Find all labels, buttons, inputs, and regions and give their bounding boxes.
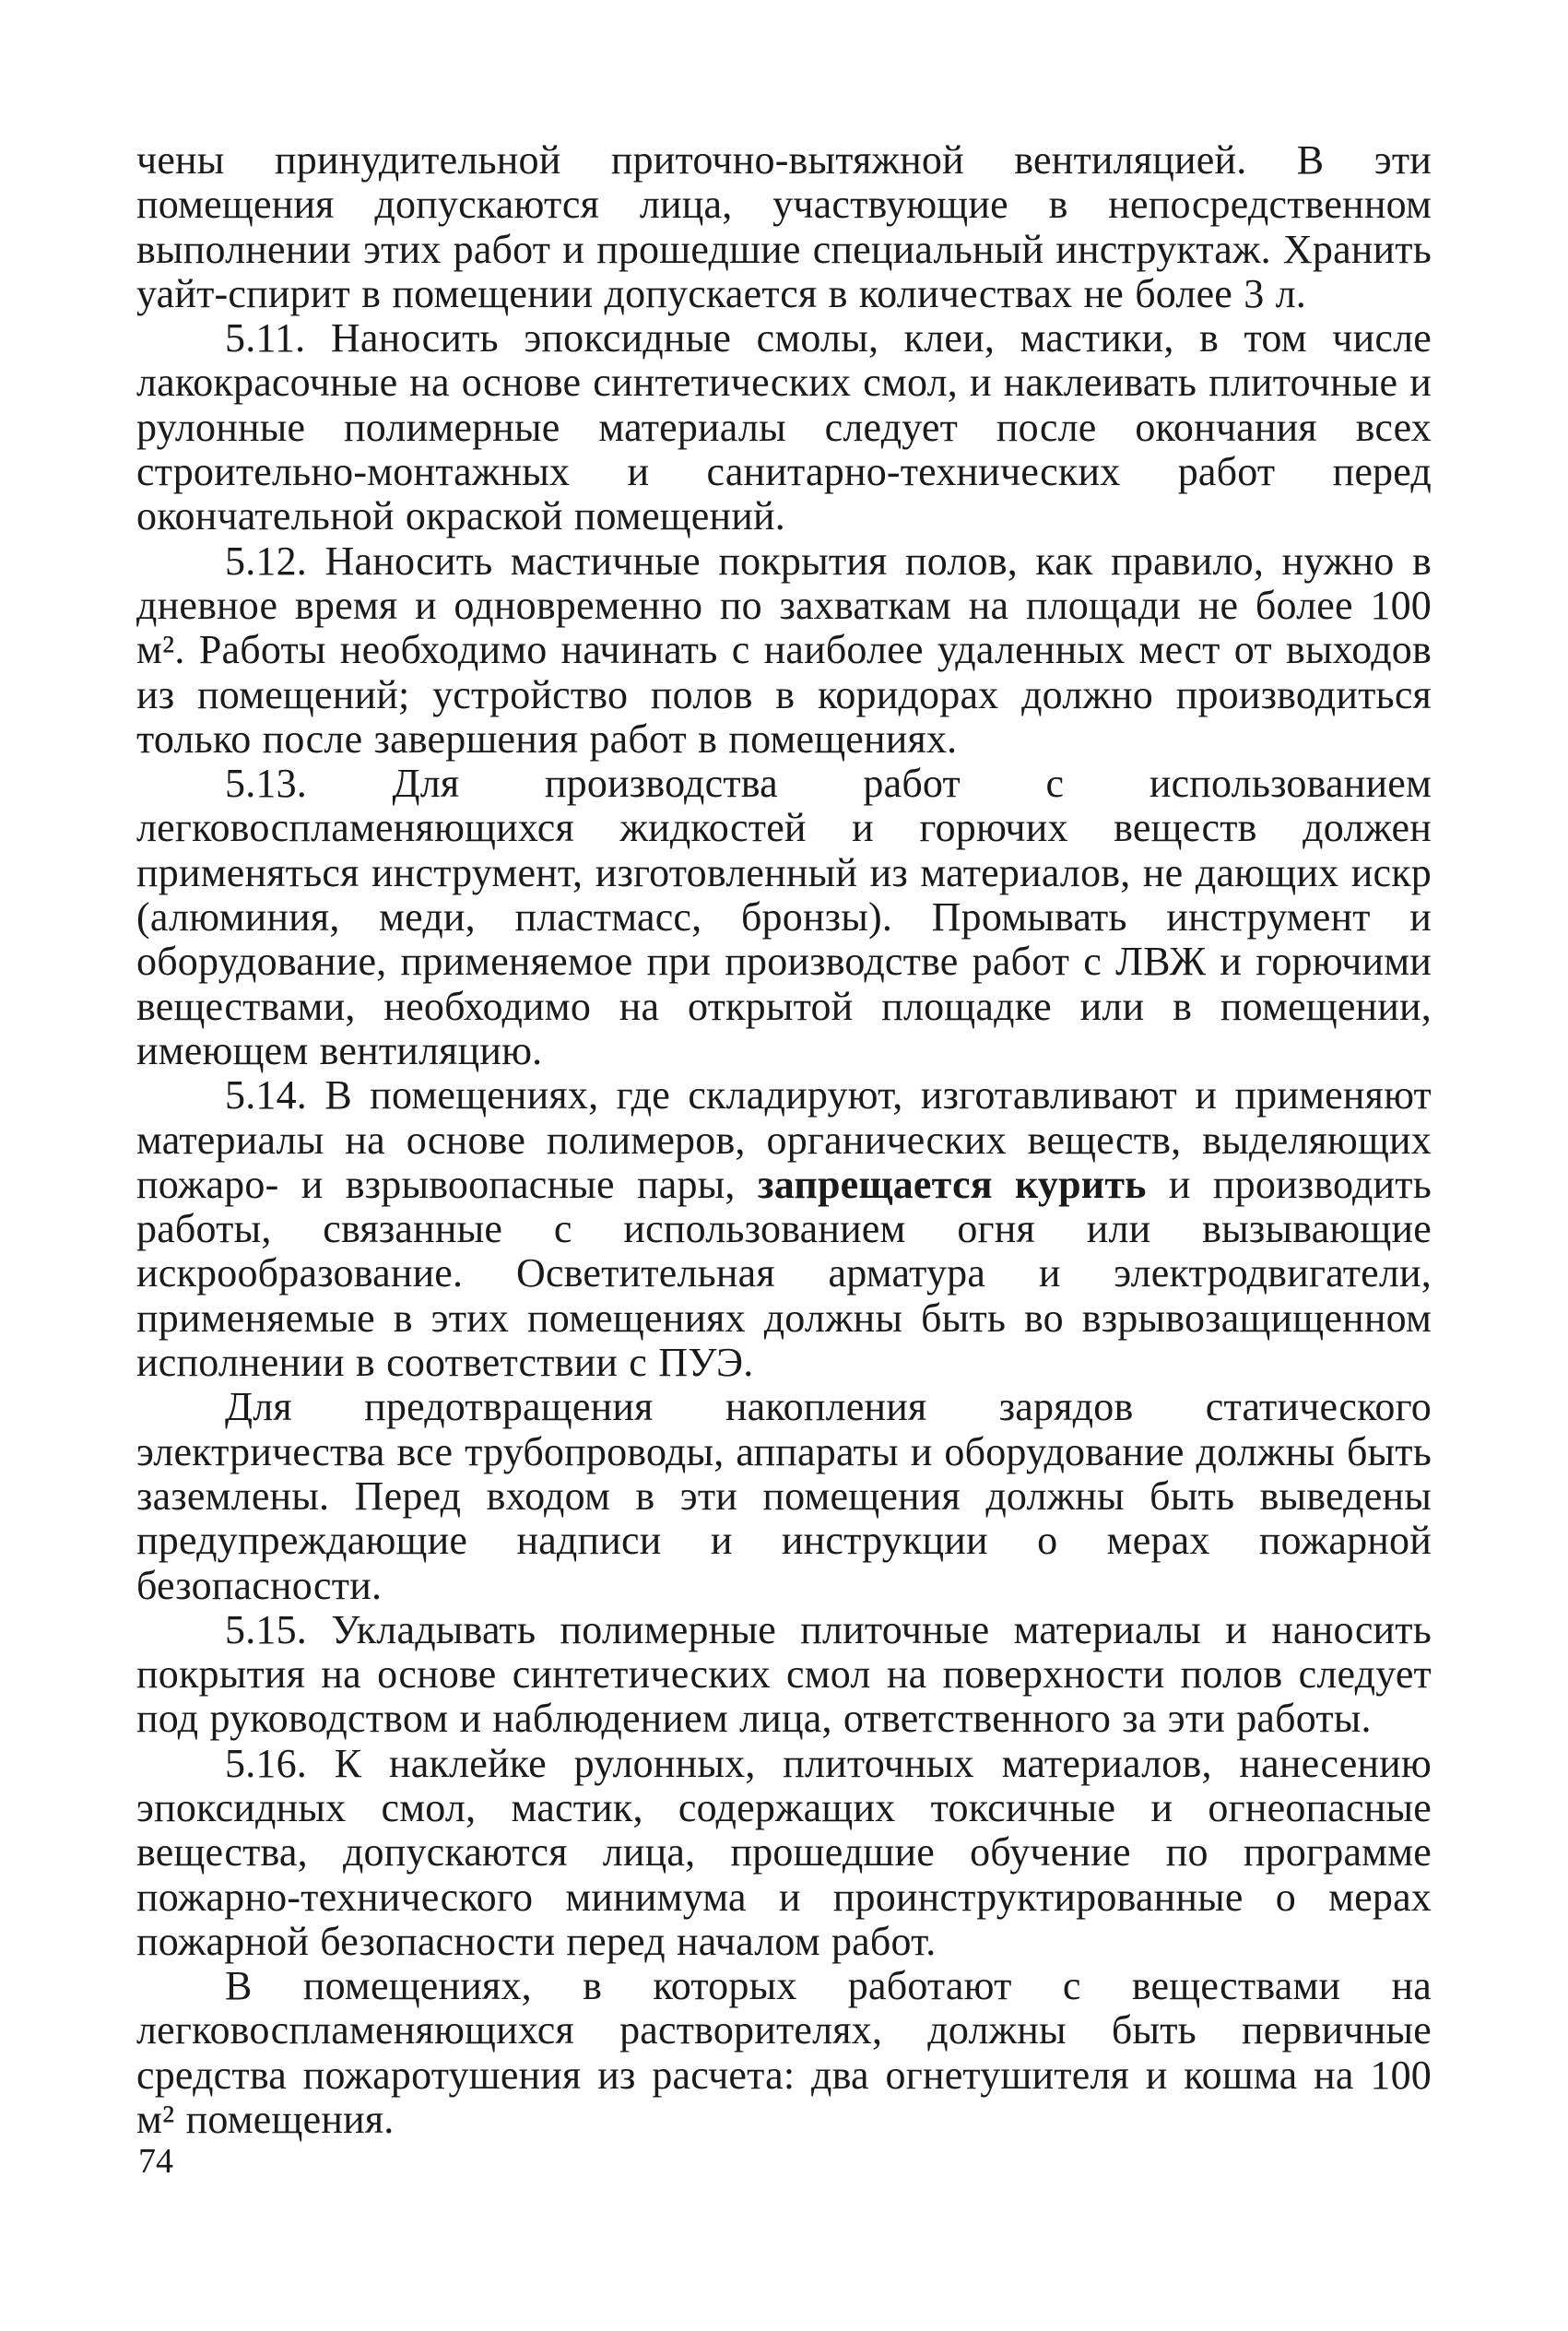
paragraph-5-14-text-before: 5.14. В помещениях, где складируют, изготавливают и применяют материалы на основе полимеров, органических веществ, выделяющих пожаро- и взрывоопасные пары,: [136, 1072, 1432, 1207]
document-page: [136, 138, 1432, 2142]
paragraph-5-14-bold-text: запрещается курить: [757, 1161, 1147, 1207]
paragraph-5-16: 5.16. К наклейке рулонных, плиточных материалов, нанесению эпоксидных смол, мастик, содержащих токсичные и огнеопасные вещества, допускаются лица, прошедшие обучение по программе пожарно-технического минимума и проинструктированные о мерах пожарной безопасности перед началом работ.: [136, 1740, 1432, 1964]
paragraph-5-15: 5.15. Укладывать полимерные плиточные материалы и наносить покрытия на основе синтетических смол на поверхности полов следует под руководством и наблюдением лица, ответственного за эти работы.: [136, 1606, 1432, 1742]
paragraph-5-12: 5.12. Наносить мастичные покрытия полов, как правило, нужно в дневное время и одновременно по захваткам на площади не более 100 м². Работы необходимо начинать с наиболее удаленных мест от выходов из помещений; устройство полов в коридорах должно производиться только после завершения работ в помещениях.: [136, 538, 1432, 762]
paragraph-5-13: 5.13. Для производства работ с использованием легковоспламеняющихся жидкостей и горючих веществ должен применяться инструмент, изготовленный из материалов, не дающих искр (алюминия, меди, пластмасс, бронзы). Промывать инструмент и оборудование, применяемое при производстве работ с ЛВЖ и горючими веществами, необходимо на открытой площадке или в помещении, имеющем вентиляцию.: [136, 761, 1432, 1073]
page-number: 74: [138, 2142, 173, 2181]
paragraph-continued-ventilation: чены принудительной приточно-вытяжной вентиляцией. В эти помещения допускаются лица, участвующие в непосредственном выполнении этих работ и прошедшие специальный инструктаж. Хранить уайт-спирит в помещении допускается в количествах не более 3 л.: [136, 137, 1432, 316]
paragraph-5-14-text-after: и производить работы, связанные с использованием огня или вызывающие искрообразование. Осветительная арматура и электродвигатели, применяемые в этих помещениях должны быть во взрывозащищенном исполнении в соответствии с ПУЭ.: [136, 1161, 1432, 1386]
paragraph-fire-extinguishing: В помещениях, в которых работают с веществами на легковоспламеняющихся растворителях, должны быть первичные средства пожаротушения из расчета: два огнетушителя и кошма на 100 м² помещения.: [136, 1963, 1432, 2143]
paragraph-static-electricity: Для предотвращения накопления зарядов статического электричества все трубопроводы, аппараты и оборудование должны быть заземлены. Перед входом в эти помещения должны быть выведены предупреждающие надписи и инструкции о мерах пожарной безопасности.: [136, 1384, 1432, 1608]
paragraph-5-11: 5.11. Наносить эпоксидные смолы, клеи, мастики, в том числе лакокрасочные на основе синтетических смол, и наклеивать плиточные и рулонные полимерные материалы следует после окончания всех строительно-монтажных и санитарно-технических работ перед окончательной окраской помещений.: [136, 315, 1432, 539]
paragraph-5-14: [136, 1073, 1432, 1385]
